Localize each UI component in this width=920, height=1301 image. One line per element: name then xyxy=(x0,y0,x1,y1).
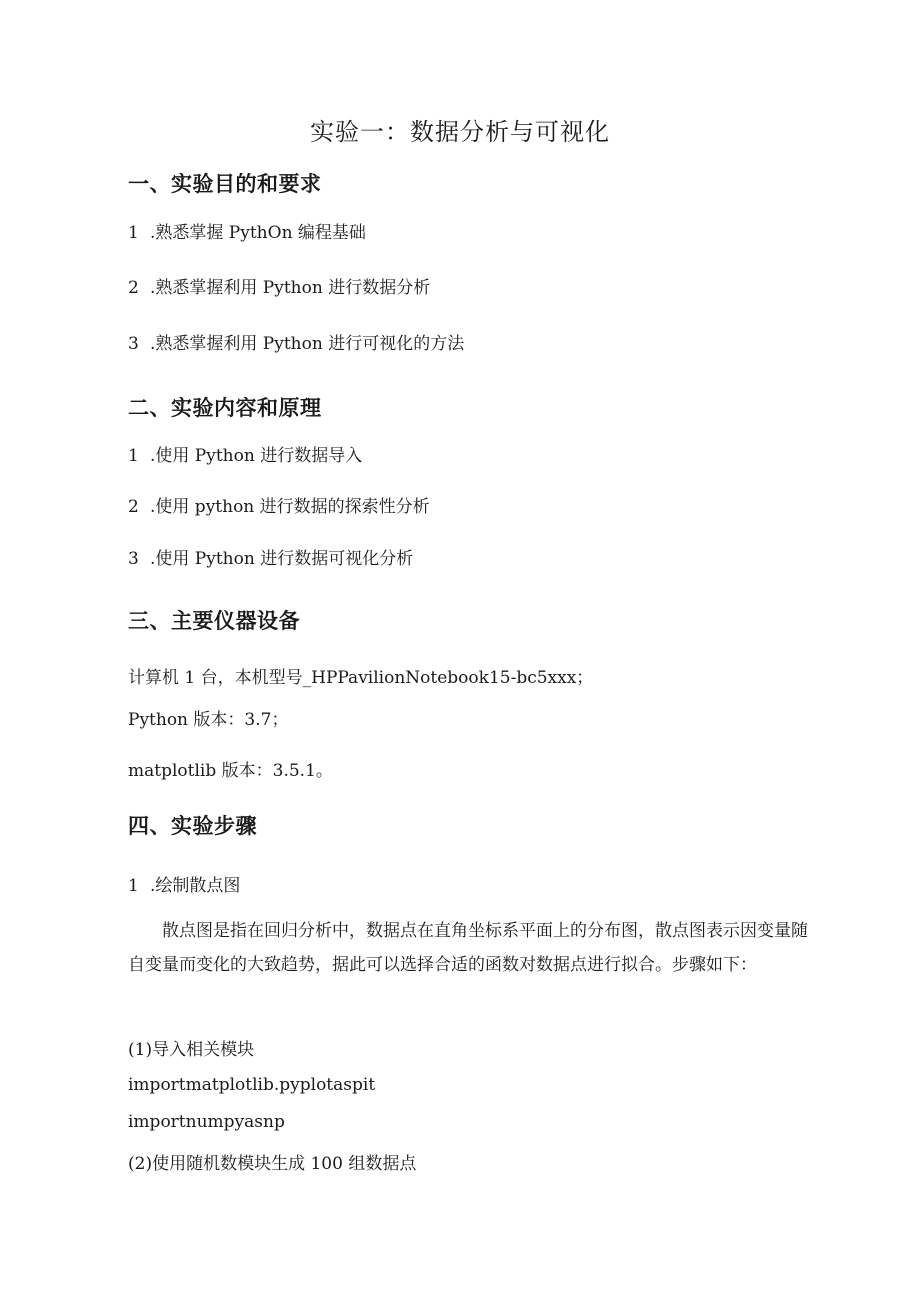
section-heading-content: 二、实验内容和原理 xyxy=(128,396,322,420)
item-text: .熟悉掌握利用 Python 进行可视化的方法 xyxy=(150,334,465,354)
item-text: .熟悉掌握利用 Python 进行数据分析 xyxy=(150,278,431,298)
objective-item xyxy=(128,273,430,298)
code-line: importmatplotlib.pyplotaspit xyxy=(128,1075,376,1095)
objective-item xyxy=(128,329,464,354)
item-number: 2 xyxy=(128,278,139,298)
code-line: importnumpyasnp xyxy=(128,1112,285,1132)
document-title: 实验一：数据分析与可视化 xyxy=(310,118,610,146)
objective-item xyxy=(128,218,366,243)
item-text: .使用 python 进行数据的探索性分析 xyxy=(150,497,430,517)
step-line: (2)使用随机数模块生成 100 组数据点 xyxy=(128,1154,417,1174)
section-heading-objectives: 一、实验目的和要求 xyxy=(128,172,322,196)
item-number: 1 xyxy=(128,876,139,896)
content-item xyxy=(128,441,362,466)
step-paragraph: 散点图是指在回归分析中，数据点在直角坐标系平面上的分布图，散点图表示因变量随自变量而变化的大致趋势，据此可以选择合适的函数对数据点进行拟合。步骤如下： xyxy=(128,921,808,975)
content-item xyxy=(128,544,413,569)
item-number: 1 xyxy=(128,223,139,243)
section-heading-equipment: 三、主要仪器设备 xyxy=(128,609,300,633)
equipment-line: matplotlib 版本：3.5.1。 xyxy=(128,761,333,781)
item-text: .使用 Python 进行数据导入 xyxy=(150,446,363,466)
item-number: 3 xyxy=(128,334,139,354)
section-heading-steps: 四、实验步骤 xyxy=(128,814,257,838)
item-number: 1 xyxy=(128,446,139,466)
item-number: 2 xyxy=(128,497,139,517)
step-item xyxy=(128,871,240,896)
item-text: .熟悉掌握 PythOn 编程基础 xyxy=(150,223,366,243)
equipment-line: Python 版本：3.7； xyxy=(128,710,289,730)
item-text: .绘制散点图 xyxy=(150,876,241,896)
item-text: .使用 Python 进行数据可视化分析 xyxy=(150,549,414,569)
equipment-line: 计算机 1 台，本机型号_HPPavilionNotebook15-bc5xxx； xyxy=(128,668,594,688)
item-number: 3 xyxy=(128,549,139,569)
content-item xyxy=(128,492,430,517)
step-line: (1)导入相关模块 xyxy=(128,1040,255,1060)
